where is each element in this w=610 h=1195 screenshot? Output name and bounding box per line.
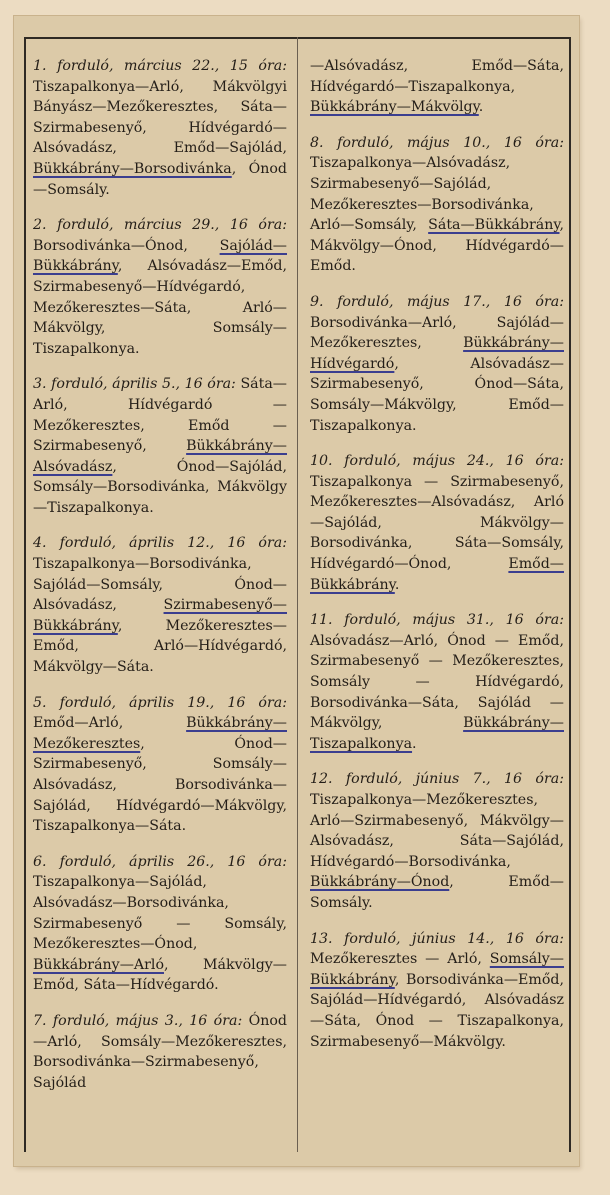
round-fixtures-rest: , Ónod—Sajólád, Somsály—Borsodivánka, Mákvölgy—Tiszapalkonya. <box>33 458 287 516</box>
round-2 <box>33 215 287 359</box>
column-rule-left <box>24 37 26 1152</box>
round-fixtures: Ónod—Arló, Somsály—Mezőkeresztes, Borsodivánka—Szirmabesenyő, Sajólád <box>33 1012 288 1091</box>
round-13 <box>310 929 564 1053</box>
round-fixtures-rest: , Alsóvadász—Szirmabesenyő, Ónod—Sáta, Somsály—Mákvölgy, Emőd—Tiszapalkonya. <box>310 355 564 434</box>
round-header: 3. forduló, április 5., 16 óra: <box>33 376 236 393</box>
round-header: 1. forduló, március 22., 15 óra: <box>33 58 287 74</box>
column-rule-right <box>569 37 571 1152</box>
round-fixtures: Borsodivánka—Ónod, <box>33 237 220 254</box>
round-fixtures-rest: , Emőd—Somsály. <box>310 874 564 911</box>
round-header: 7. forduló, május 3., 16 óra: <box>33 1012 243 1029</box>
round-11 <box>310 610 564 754</box>
schedule-column-left <box>33 56 287 1108</box>
round-fixtures-rest: , Borsodivánka—Emőd, Sajólád—Hídvégardó, Alsóvadász—Sáta, Ónod — Tiszapalkonya, Szirmabesenyő—Mákvölgy. <box>310 971 564 1050</box>
highlighted-fixture: Bükkábrány—Ónod <box>310 874 450 891</box>
round-8 <box>310 133 564 277</box>
round-fixtures: Sáta—Arló, Hídvégardó — Mezőkeresztes, Emőd — Szirmabesenyő, <box>33 376 287 455</box>
round-fixtures: Tiszapalkonya—Arló, Mákvölgyi Bányász—Mezőkeresztes, Sáta—Szirmabesenyő, Hídvégardó—Alsóvadász, Emőd—Sajólád, <box>33 78 287 157</box>
round-fixtures-rest: , Alsóvadász—Emőd, Szirmabesenyő—Hídvégardó, Mezőkeresztes—Sáta, Arló—Mákvölgy, Somsály—Tiszapalkonya. <box>33 258 287 357</box>
round-7 <box>33 1011 287 1093</box>
round-fixtures-rest: , Mákvölgy—Ónod, Hídvégardó—Emőd. <box>310 217 564 275</box>
round-fixtures-rest: . <box>394 576 400 593</box>
round-fixtures: Emőd—Arló, <box>33 715 187 732</box>
round-fixtures: —Alsóvadász, Emőd—Sáta, Hídvégardó—Tiszapalkonya, <box>310 58 564 95</box>
round-fixtures: Tiszapalkonya — Szirmabesenyő, Mezőkeresztes—Alsóvadász, Arló—Sajólád, Mákvölgy—Borsodivánka, Sáta—Somsály, Hídvégardó—Ónod, <box>310 473 564 573</box>
round-fixtures-rest: , Ónod—Szirmabesenyő, Somsály—Alsóvadász, Borsodivánka—Sajólád, Hídvégardó—Mákvölgy, Tiszapalkonya—Sáta. <box>33 735 287 835</box>
round-5 <box>33 693 287 837</box>
schedule-column-right <box>310 56 564 1067</box>
round-header: 4. forduló, április 12., 16 óra: <box>33 535 287 552</box>
round-fixtures: Tiszapalkonya—Borsodivánka, Sajólád—Somsály, Ónod—Alsóvadász, <box>33 556 287 614</box>
highlighted-fixture: Szirmabesenyő—Bükkábrány <box>33 597 287 634</box>
round-fixtures: Mezőkeresztes — Arló, <box>310 951 490 968</box>
round-fixtures: Tiszapalkonya—Sajólád, Alsóvadász—Borsodivánka, Szirmabesenyő — Somsály, Mezőkeresztes—Ónod, <box>33 874 287 953</box>
highlighted-fixture: Bükkábrány—Mákvölgy <box>310 99 479 116</box>
column-divider <box>297 37 298 1152</box>
round-header: 11. forduló, május 31., 16 óra: <box>310 612 564 629</box>
round-header: 8. forduló, május 10., 16 óra: <box>310 134 564 151</box>
highlighted-fixture: Bükkábrány—Alsóvadász <box>33 438 287 475</box>
round-header: 5. forduló, április 19., 16 óra: <box>33 694 287 711</box>
round-header: 6. forduló, április 26., 16 óra: <box>33 853 287 870</box>
round-fixtures-rest: . <box>478 99 484 116</box>
round-header: 2. forduló, március 29., 16 óra: <box>33 217 287 234</box>
round-12 <box>310 769 564 913</box>
round-10 <box>310 451 564 595</box>
highlighted-fixture: Bükkábrány—Arló <box>33 956 164 973</box>
round-header: 9. forduló, május 17., 16 óra: <box>310 293 564 310</box>
round-header: 13. forduló, június 14., 16 óra: <box>310 930 564 947</box>
round-fixtures: Tiszapalkonya—Alsóvadász, Szirmabesenyő—Sajólád, Mezőkeresztes—Borsodivánka, Arló—Somsály, <box>310 155 534 234</box>
round-fixtures-rest: , Mákvölgy—Emőd, Sáta—Hídvégardó. <box>33 956 287 994</box>
highlighted-fixture: Emőd—Bükkábrány <box>310 556 564 593</box>
highlighted-fixture: Bükkábrány—Tiszapalkonya <box>310 715 564 752</box>
round-4 <box>33 533 287 677</box>
round-fixtures-rest: , Mezőkeresztes—Emőd, Arló—Hídvégardó, Mákvölgy—Sáta. <box>33 617 287 676</box>
round-header: 10. forduló, május 24., 16 óra: <box>310 453 564 470</box>
highlighted-fixture: Sajólád—Bükkábrány <box>33 237 287 275</box>
round-fixtures: Alsóvadász—Arló, Ónod — Emőd, Szirmabesenyő — Mezőkeresztes, Somsály — Hídvégardó, Borsodivánka—Sáta, Sajólád — Mákvölgy, <box>310 632 564 732</box>
highlighted-fixture: Somsály—Bükkábrány <box>310 951 564 988</box>
round-fixtures-rest: , Ónod—Somsály. <box>33 160 287 198</box>
round-fixtures-rest: . <box>412 735 417 752</box>
highlighted-fixture: Sáta—Bükkábrány <box>428 217 560 234</box>
round-1 <box>33 56 287 200</box>
highlighted-fixture: Bükkábrány—Mezőkeresztes <box>33 715 287 752</box>
round-fixtures: Borsodivánka—Arló, Sajólád—Mezőkeresztes, <box>310 314 564 352</box>
round-fixtures: Tiszapalkonya—Mezőkeresztes, Arló—Szirmabesenyő, Mákvölgy—Alsóvadász, Sáta—Sajólád, Hídvégardó—Borsodivánka, <box>310 792 564 870</box>
highlighted-fixture: Bükkábrány—Hídvégardó <box>310 335 564 372</box>
round-7-continued <box>310 56 564 118</box>
round-9 <box>310 292 564 436</box>
round-6 <box>33 852 287 996</box>
highlighted-fixture: Bükkábrány—Borsodivánka <box>33 160 232 177</box>
round-header: 12. forduló, június 7., 16 óra: <box>310 771 564 788</box>
round-3 <box>33 374 287 518</box>
